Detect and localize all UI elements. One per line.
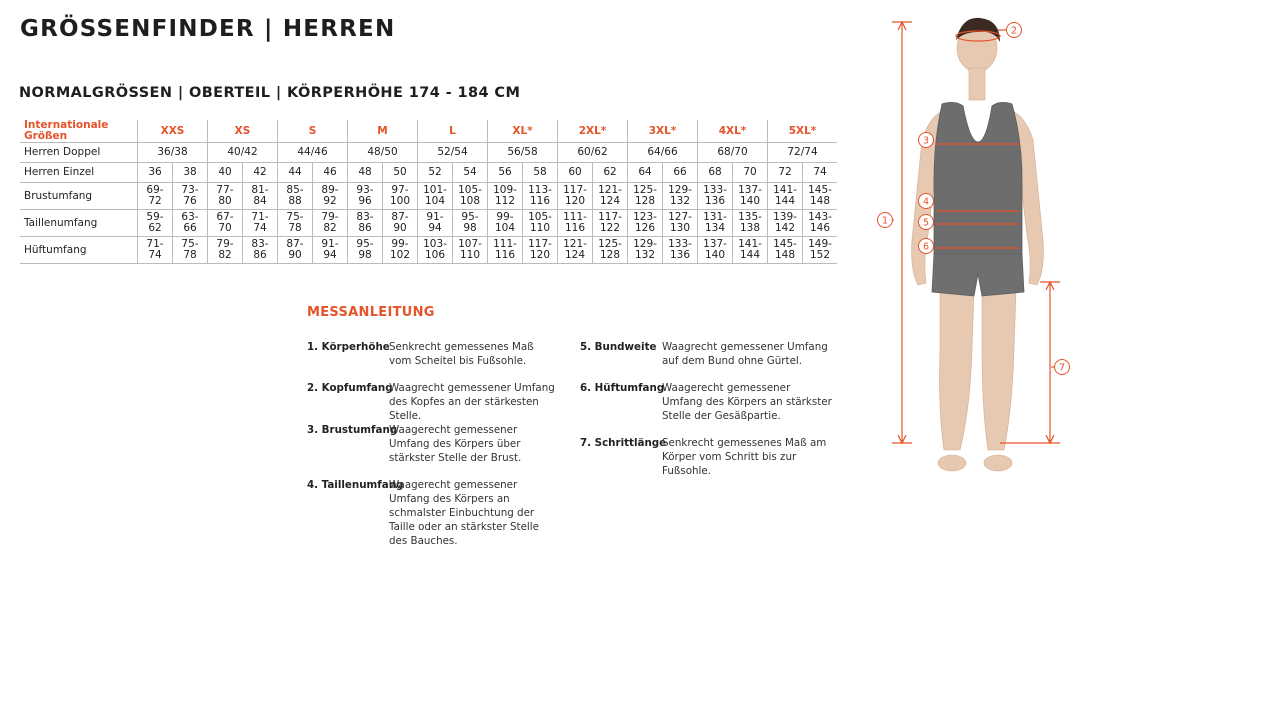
size-header-cell: M [348, 120, 418, 143]
page-subtitle: NORMALGRÖSSEN | OBERTEIL | KÖRPERHÖHE 174 - 184 CM [19, 85, 521, 101]
table-cell [278, 183, 313, 210]
range-from: 63- [181, 211, 199, 223]
size-header-cell: XXS [138, 120, 208, 143]
table-cell [803, 183, 838, 210]
range-to: 76 [183, 195, 197, 207]
marker-1 [878, 213, 893, 228]
measure-label: 2. Kopfumfang [307, 382, 393, 394]
table-cell [628, 210, 663, 237]
range-from: 69- [146, 184, 164, 196]
range-from: 99- [391, 238, 409, 250]
table-cell: 36/38 [138, 143, 208, 163]
measure-label: 5. Bundweite [580, 341, 657, 353]
table-cell: 68 [698, 163, 733, 183]
table-cell [243, 183, 278, 210]
range-from: 117- [528, 238, 552, 250]
range-to: 100 [389, 195, 411, 207]
table-cell: 54 [453, 163, 488, 183]
size-header-cell: XS [208, 120, 278, 143]
table-row-brust [20, 183, 837, 210]
table-cell: 44/46 [278, 143, 348, 163]
range-from: 79- [321, 211, 339, 223]
size-header-cell: 4XL* [698, 120, 768, 143]
tank-top [934, 102, 1022, 262]
measure-label: 4. Taillenumfang [307, 479, 404, 491]
range-to: 116 [529, 195, 551, 207]
table-cell: 68/70 [698, 143, 768, 163]
measure-text: Senkrecht gemessenes Maß am Körper vom Schritt bis zur Fußsohle. [662, 437, 827, 477]
table-cell: 58 [523, 163, 558, 183]
marker-1-label: 1 [881, 215, 889, 227]
range-to: 104 [494, 222, 516, 234]
table-cell [733, 210, 768, 237]
measure-text: Waagrecht gemessener Umfang des Kopfes an der stärkesten Stelle. [389, 382, 555, 422]
table-cell: 52 [418, 163, 453, 183]
table-cell [173, 183, 208, 210]
range-from: 135- [738, 211, 762, 223]
table-cell: 72 [768, 163, 803, 183]
range-from: 145- [773, 238, 797, 250]
range-from: 101- [423, 184, 447, 196]
range-to: 128 [634, 195, 656, 207]
range-to: 116 [494, 249, 516, 261]
marker-5-label: 5 [922, 217, 930, 229]
measure-label: 3. Brustumfang [307, 424, 398, 436]
range-from: 89- [321, 184, 339, 196]
table-cell: 40/42 [208, 143, 278, 163]
range-to: 98 [463, 222, 477, 234]
size-header-cell: 3XL* [628, 120, 698, 143]
range-from: 91- [426, 211, 444, 223]
range-from: 121- [563, 238, 587, 250]
table-cell [733, 183, 768, 210]
range-to: 98 [358, 249, 372, 261]
table-cell [523, 183, 558, 210]
table-cell [278, 237, 313, 264]
table-cell: 72/74 [768, 143, 838, 163]
table-cell [348, 237, 383, 264]
range-from: 137- [738, 184, 762, 196]
range-to: 72 [148, 195, 162, 207]
table-cell [138, 210, 173, 237]
range-to: 152 [809, 249, 831, 261]
range-from: 133- [703, 184, 727, 196]
range-from: 143- [808, 211, 832, 223]
range-to: 86 [358, 222, 372, 234]
range-to: 82 [323, 222, 337, 234]
row-label: Brustumfang [20, 183, 138, 210]
table-cell [383, 237, 418, 264]
range-to: 140 [739, 195, 761, 207]
marker-3 [919, 133, 934, 148]
range-from: 83- [251, 238, 269, 250]
table-cell: 44 [278, 163, 313, 183]
table-row-huefte [20, 237, 837, 264]
row-label: Herren Doppel [20, 143, 138, 163]
table-cell [278, 210, 313, 237]
measure-label: 7. Schrittlänge [580, 437, 667, 449]
size-header-cell: 2XL* [558, 120, 628, 143]
table-cell [593, 183, 628, 210]
range-to: 90 [288, 249, 302, 261]
range-to: 90 [393, 222, 407, 234]
range-from: 105- [528, 211, 552, 223]
range-from: 141- [738, 238, 762, 250]
table-cell [173, 210, 208, 237]
range-to: 104 [424, 195, 446, 207]
row-label: Hüftumfang [20, 237, 138, 264]
range-from: 71- [251, 211, 269, 223]
range-to: 66 [183, 222, 197, 234]
size-header-cell: 5XL* [768, 120, 838, 143]
range-to: 78 [183, 249, 197, 261]
table-cell: 62 [593, 163, 628, 183]
marker-6-label: 6 [922, 241, 930, 253]
table-cell [348, 183, 383, 210]
size-table [20, 120, 837, 264]
table-cell [453, 237, 488, 264]
table-cell: 36 [138, 163, 173, 183]
range-from: 111- [493, 238, 517, 250]
table-cell [313, 237, 348, 264]
measure-label: 6. Hüftumfang [580, 382, 665, 394]
range-from: 129- [633, 238, 657, 250]
range-to: 130 [669, 222, 691, 234]
range-from: 95- [461, 211, 479, 223]
table-cell [803, 237, 838, 264]
range-from: 87- [286, 238, 304, 250]
table-cell [488, 210, 523, 237]
table-cell [628, 237, 663, 264]
range-to: 108 [459, 195, 481, 207]
range-to: 126 [634, 222, 656, 234]
range-from: 113- [528, 184, 552, 196]
range-to: 70 [218, 222, 232, 234]
table-cell: 74 [803, 163, 838, 183]
table-cell [383, 183, 418, 210]
table-cell [523, 210, 558, 237]
table-cell [558, 183, 593, 210]
table-cell [418, 183, 453, 210]
table-cell [418, 237, 453, 264]
table-cell: 70 [733, 163, 768, 183]
range-to: 146 [809, 222, 831, 234]
row-label: Taillenumfang [20, 210, 138, 237]
range-from: 75- [286, 211, 304, 223]
range-to: 144 [739, 249, 761, 261]
table-cell: 48 [348, 163, 383, 183]
table-cell: 56 [488, 163, 523, 183]
measure-title: MESSANLEITUNG [307, 305, 435, 320]
range-to: 80 [218, 195, 232, 207]
marker-4-label: 4 [922, 196, 930, 208]
marker-7-label: 7 [1058, 362, 1066, 374]
table-cell [453, 210, 488, 237]
table-row-einzel [20, 163, 837, 183]
range-to: 134 [704, 222, 726, 234]
range-to: 124 [564, 249, 586, 261]
measure-text: Waagrecht gemessener Umfang auf dem Bund ohne Gürtel. [662, 341, 828, 367]
range-from: 81- [251, 184, 269, 196]
table-cell [418, 210, 453, 237]
table-cell: 66 [663, 163, 698, 183]
range-from: 125- [633, 184, 657, 196]
table-cell [173, 237, 208, 264]
range-to: 112 [494, 195, 516, 207]
range-to: 144 [774, 195, 796, 207]
range-to: 92 [323, 195, 337, 207]
range-from: 125- [598, 238, 622, 250]
range-to: 106 [424, 249, 446, 261]
range-from: 83- [356, 211, 374, 223]
range-to: 124 [599, 195, 621, 207]
range-to: 110 [459, 249, 481, 261]
range-from: 121- [598, 184, 622, 196]
table-cell [663, 237, 698, 264]
table-cell [768, 237, 803, 264]
range-to: 122 [599, 222, 621, 234]
range-from: 117- [598, 211, 622, 223]
table-cell: 60 [558, 163, 593, 183]
table-cell [208, 210, 243, 237]
marker-7 [1055, 360, 1070, 375]
measure-text: Waagerecht gemessener Umfang des Körpers über stärkster Stelle der Brust. [389, 424, 522, 464]
range-from: 109- [493, 184, 517, 196]
table-cell [663, 210, 698, 237]
range-to: 136 [704, 195, 726, 207]
size-header-cell: S [278, 120, 348, 143]
table-cell [593, 210, 628, 237]
table-row-taille [20, 210, 837, 237]
range-to: 120 [529, 249, 551, 261]
table-cell: 40 [208, 163, 243, 183]
table-cell [208, 237, 243, 264]
range-from: 145- [808, 184, 832, 196]
range-to: 102 [389, 249, 411, 261]
table-cell [523, 237, 558, 264]
range-from: 91- [321, 238, 339, 250]
table-cell [313, 210, 348, 237]
marker-6 [919, 239, 934, 254]
range-to: 62 [148, 222, 162, 234]
range-to: 86 [253, 249, 267, 261]
page-title: GRÖSSENFINDER | HERREN [20, 16, 396, 42]
table-cell [698, 237, 733, 264]
range-to: 148 [809, 195, 831, 207]
table-cell: 42 [243, 163, 278, 183]
range-from: 95- [356, 238, 374, 250]
table-cell: 50 [383, 163, 418, 183]
shorts [932, 254, 1024, 296]
range-from: 97- [391, 184, 409, 196]
table-cell [313, 183, 348, 210]
range-to: 74 [253, 222, 267, 234]
range-to: 132 [669, 195, 691, 207]
table-cell [138, 183, 173, 210]
table-header-row [20, 120, 837, 143]
range-from: 93- [356, 184, 374, 196]
range-from: 127- [668, 211, 692, 223]
range-to: 84 [253, 195, 267, 207]
table-cell [733, 237, 768, 264]
range-from: 77- [216, 184, 234, 196]
table-cell: 64/66 [628, 143, 698, 163]
range-to: 88 [288, 195, 302, 207]
range-to: 148 [774, 249, 796, 261]
table-cell: 56/58 [488, 143, 558, 163]
measure-text: Waagerecht gemessener Umfang des Körpers an stärkster Stelle der Gesäßpartie. [662, 382, 832, 422]
range-from: 139- [773, 211, 797, 223]
range-from: 123- [633, 211, 657, 223]
range-from: 87- [391, 211, 409, 223]
marker-2-label: 2 [1010, 25, 1018, 37]
table-cell [488, 183, 523, 210]
range-to: 78 [288, 222, 302, 234]
range-to: 140 [704, 249, 726, 261]
table-cell [698, 210, 733, 237]
table-cell [138, 237, 173, 264]
table-cell [488, 237, 523, 264]
range-from: 75- [181, 238, 199, 250]
range-from: 59- [146, 211, 164, 223]
marker-3-label: 3 [922, 135, 930, 147]
size-header-cell: XL* [488, 120, 558, 143]
range-from: 79- [216, 238, 234, 250]
table-cell [348, 210, 383, 237]
table-cell [243, 237, 278, 264]
range-to: 94 [323, 249, 337, 261]
table-cell [803, 210, 838, 237]
range-from: 149- [808, 238, 832, 250]
marker-4 [919, 194, 934, 209]
range-from: 73- [181, 184, 199, 196]
range-to: 94 [428, 222, 442, 234]
range-to: 110 [529, 222, 551, 234]
table-cell [208, 183, 243, 210]
row-label: Herren Einzel [20, 163, 138, 183]
range-to: 82 [218, 249, 232, 261]
measure-label: 1. Körperhöhe [307, 341, 390, 353]
table-cell [453, 183, 488, 210]
range-to: 120 [564, 195, 586, 207]
table-cell: 60/62 [558, 143, 628, 163]
range-from: 117- [563, 184, 587, 196]
marker-2 [1007, 23, 1022, 38]
table-cell: 64 [628, 163, 663, 183]
range-from: 141- [773, 184, 797, 196]
range-from: 71- [146, 238, 164, 250]
range-from: 133- [668, 238, 692, 250]
table-cell: 48/50 [348, 143, 418, 163]
table-cell [628, 183, 663, 210]
range-from: 85- [286, 184, 304, 196]
measure-text: Waagerecht gemessener Umfang des Körpers an schmalster Einbuchtung der Taille oder an stärkster Stelle des Bauches. [389, 479, 539, 547]
measurement-figure [870, 10, 1090, 490]
range-from: 129- [668, 184, 692, 196]
range-to: 136 [669, 249, 691, 261]
range-to: 128 [599, 249, 621, 261]
table-cell: 38 [173, 163, 208, 183]
range-to: 132 [634, 249, 656, 261]
range-to: 74 [148, 249, 162, 261]
range-to: 142 [774, 222, 796, 234]
range-from: 107- [458, 238, 482, 250]
table-cell [768, 183, 803, 210]
range-from: 105- [458, 184, 482, 196]
range-from: 137- [703, 238, 727, 250]
table-cell [663, 183, 698, 210]
range-to: 96 [358, 195, 372, 207]
table-cell [698, 183, 733, 210]
range-from: 131- [703, 211, 727, 223]
table-cell [558, 237, 593, 264]
range-from: 99- [496, 211, 514, 223]
range-to: 138 [739, 222, 761, 234]
measure-text: Senkrecht gemessenes Maß vom Scheitel bis Fußsohle. [389, 341, 534, 367]
marker-5 [919, 215, 934, 230]
table-cell: 52/54 [418, 143, 488, 163]
range-to: 116 [564, 222, 586, 234]
range-from: 67- [216, 211, 234, 223]
table-cell: 46 [313, 163, 348, 183]
table-cell [593, 237, 628, 264]
row-label: Internationale Größen [20, 120, 138, 143]
range-from: 103- [423, 238, 447, 250]
table-cell [558, 210, 593, 237]
table-row-doppel [20, 143, 837, 163]
range-from: 111- [563, 211, 587, 223]
size-header-cell: L [418, 120, 488, 143]
table-cell [383, 210, 418, 237]
table-cell [768, 210, 803, 237]
table-cell [243, 210, 278, 237]
